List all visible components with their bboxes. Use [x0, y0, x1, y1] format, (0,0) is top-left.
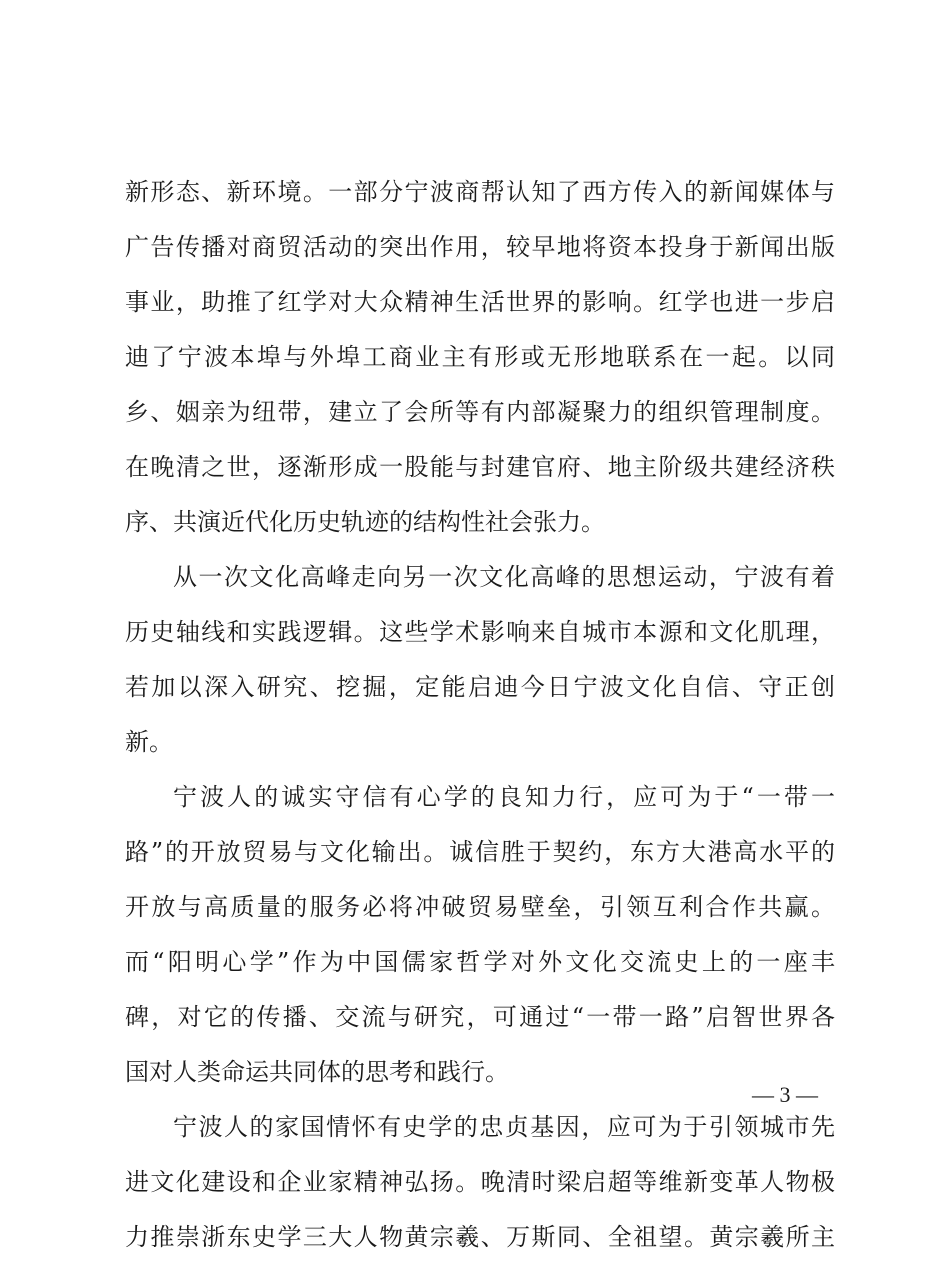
text-line: 开放与高质量的服务必将冲破贸易壁垒，引领互利合作共赢。 — [125, 893, 835, 921]
text-line: 国对人类命运共同体的思考和践行。 — [125, 1058, 509, 1086]
text-line: 新。 — [125, 728, 173, 756]
text-line: 历史轴线和实践逻辑。这些学术影响来自城市本源和文化肌理， — [125, 618, 835, 646]
text-line: 序、共演近代化历史轨迹的结构性社会张力。 — [125, 508, 605, 536]
text-line: 力推崇浙东史学三大人物黄宗羲、万斯同、全祖望。黄宗羲所主 — [125, 1223, 835, 1251]
text-line: 路”的开放贸易与文化输出。诚信胜于契约，东方大港高水平的 — [125, 838, 835, 866]
text-line: 新形态、新环境。一部分宁波商帮认知了西方传入的新闻媒体与 — [125, 178, 835, 206]
page-number: — 3 — — [752, 1082, 818, 1107]
text-line: 而“阳明心学”作为中国儒家哲学对外文化交流史上的一座丰 — [125, 948, 835, 976]
text-line: 迪了宁波本埠与外埠工商业主有形或无形地联系在一起。以同 — [125, 343, 835, 371]
paragraph-first-line: 宁波人的诚实守信有心学的良知力行，应可为于“一带一 — [173, 783, 835, 811]
text-line: 在晚清之世，逐渐形成一股能与封建官府、地主阶级共建经济秩 — [125, 453, 835, 481]
text-line: 乡、姻亲为纽带，建立了会所等有内部凝聚力的组织管理制度。 — [125, 398, 835, 426]
text-line: 进文化建设和企业家精神弘扬。晚清时梁启超等维新变革人物极 — [125, 1168, 835, 1196]
paragraph-first-line: 从一次文化高峰走向另一次文化高峰的思想运动，宁波有着 — [173, 563, 835, 591]
text-line: 事业，助推了红学对大众精神生活世界的影响。红学也进一步启 — [125, 288, 835, 316]
text-line: 若加以深入研究、挖掘，定能启迪今日宁波文化自信、守正创 — [125, 673, 835, 701]
body-text — [125, 165, 835, 1265]
text-line: 广告传播对商贸活动的突出作用，较早地将资本投身于新闻出版 — [125, 233, 835, 261]
text-line: 碑，对它的传播、交流与研究，可通过“一带一路”启智世界各 — [125, 1003, 835, 1031]
paragraph-first-line: 宁波人的家国情怀有史学的忠贞基因，应可为于引领城市先 — [173, 1113, 835, 1141]
